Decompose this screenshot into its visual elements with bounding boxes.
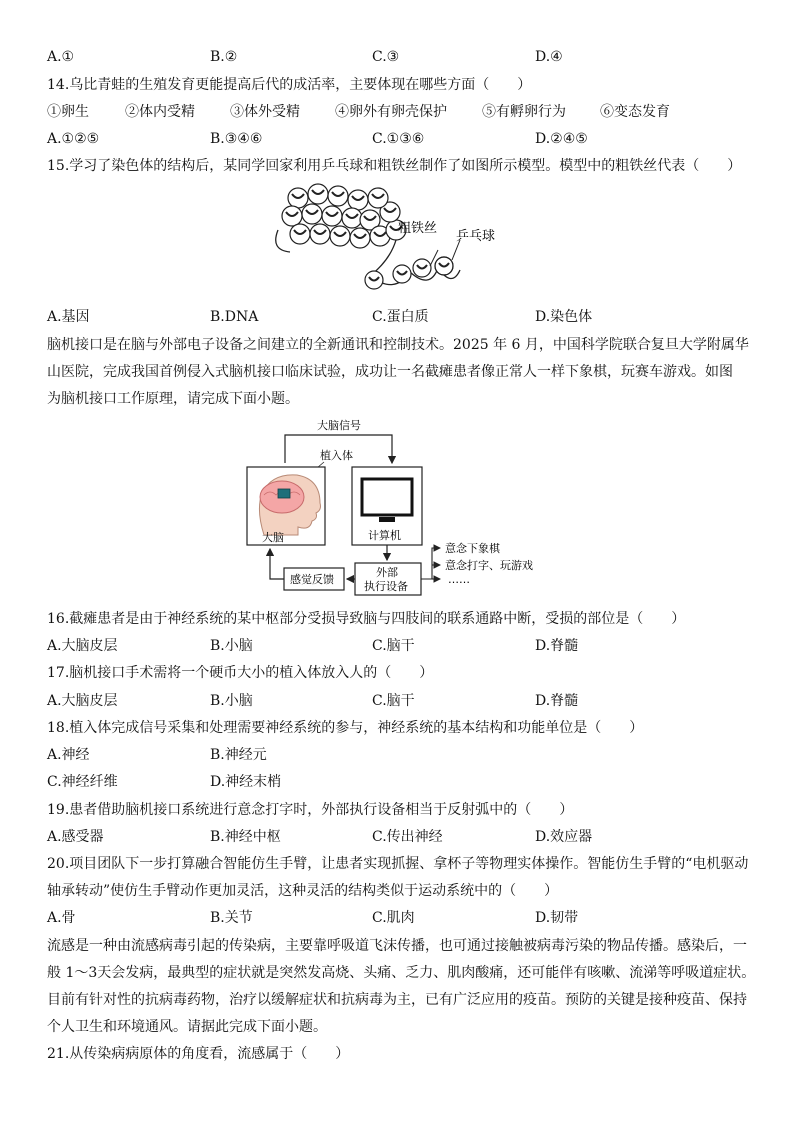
q14-option-c: C.①③⑥ <box>372 131 425 147</box>
passage-bci-line-1: 脑机接口是在脑与外部电子设备之间建立的全新通讯和控制技术。2025 年 6 月，中国科学院联合复旦大学附属华 <box>47 337 749 353</box>
q20-stem-line-2: 轴承转动”使仿生手臂动作更加灵活，这种灵活的结构类似于运动系统中的（ ） <box>47 883 559 899</box>
label-implant: 植入体 <box>320 449 353 462</box>
label-thick-iron-wire: 粗铁丝 <box>398 221 438 236</box>
label-output-more: …… <box>448 573 470 586</box>
q18-option-d: D.神经末梢 <box>210 774 282 790</box>
passage-bci-line-2: 山医院，完成我国首例侵入式脑机接口临床试验，成功让一名截瘫患者像正常人一样下象棋，玩赛车游戏。如图 <box>47 364 733 380</box>
q14-option-d: D.②④⑤ <box>535 131 588 147</box>
passage-flu-line-1: 流感是一种由流感病毒引起的传染病，主要靠呼吸道飞沫传播，也可通过接触被病毒污染的物品传播。感染后，一 <box>47 938 747 954</box>
q15-option-b: B.DNA <box>210 309 259 325</box>
label-sensory-feedback: 感觉反馈 <box>290 573 334 586</box>
q16-option-a: A.大脑皮层 <box>47 638 118 654</box>
q17-option-d: D.脊髓 <box>535 693 579 709</box>
q14-item-3: ③体外受精 <box>230 104 300 120</box>
q17-option-a: A.大脑皮层 <box>47 693 118 709</box>
q14-item-2: ②体内受精 <box>125 104 195 120</box>
q21-stem: 21.从传染病病原体的角度看，流感属于（ ） <box>47 1046 350 1062</box>
chromosome-model-figure <box>270 180 520 300</box>
q16-option-b: B.小脑 <box>210 638 253 654</box>
q14-item-4: ④卵外有卵壳保护 <box>335 104 447 120</box>
q14-stem: 14.乌比青蛙的生殖发育更能提高后代的成活率，主要体现在哪些方面（ ） <box>47 77 532 93</box>
label-brain: 大脑 <box>262 531 284 544</box>
q14-option-b: B.③④⑥ <box>210 131 263 147</box>
q15-option-a: A.基因 <box>47 309 90 325</box>
tail-balls <box>365 257 453 289</box>
passage-flu-line-4: 个人卫生和环境通风。请据此完成下面小题。 <box>47 1019 327 1035</box>
q17-option-b: B.小脑 <box>210 693 253 709</box>
q19-option-c: C.传出神经 <box>372 829 443 845</box>
q18-option-b: B.神经元 <box>210 747 267 763</box>
label-device-line1: 外部 <box>376 566 398 579</box>
q17-stem: 17.脑机接口手术需将一个硬币大小的植入体放入人的（ ） <box>47 665 434 681</box>
label-output-typing: 意念打字、玩游戏 <box>445 559 533 572</box>
q20-option-d: D.韧带 <box>535 910 579 926</box>
q16-stem: 16.截瘫患者是由于神经系统的某中枢部分受损导致脑与四肢间的联系通路中断，受损的部位是（ ） <box>47 611 686 627</box>
bci-principle-diagram <box>242 415 562 600</box>
q15-option-c: C.蛋白质 <box>372 309 429 325</box>
passage-flu-line-3: 目前有针对性的抗病毒药物，治疗以缓解症状和抗病毒为主，已有广泛应用的疫苗。预防的关键是接种疫苗、保持 <box>47 992 747 1008</box>
q19-option-a: A.感受器 <box>47 829 104 845</box>
q14-item-6: ⑥变态发育 <box>600 104 670 120</box>
label-device-line2: 执行设备 <box>364 580 408 593</box>
q20-option-c: C.肌肉 <box>372 910 415 926</box>
q13-option-d: D.④ <box>535 49 563 65</box>
label-brain-signal: 大脑信号 <box>317 419 361 432</box>
q20-option-b: B.关节 <box>210 910 253 926</box>
implant-chip-icon <box>278 489 290 498</box>
ping-pong-ball-cluster <box>282 184 406 248</box>
q18-stem: 18.植入体完成信号采集和处理需要神经系统的参与，神经系统的基本结构和功能单位是（ ） <box>47 720 644 736</box>
q18-option-c: C.神经纤维 <box>47 774 118 790</box>
label-computer: 计算机 <box>368 529 401 542</box>
label-ping-pong-ball: 乒乓球 <box>456 229 496 244</box>
q19-option-d: D.效应器 <box>535 829 593 845</box>
label-output-chess: 意念下象棋 <box>445 542 500 555</box>
q19-stem: 19.患者借助脑机接口系统进行意念打字时，外部执行设备相当于反射弧中的（ ） <box>47 802 574 818</box>
q13-option-a: A.① <box>47 49 75 65</box>
q19-option-b: B.神经中枢 <box>210 829 281 845</box>
q20-option-a: A.骨 <box>47 910 76 926</box>
q15-stem: 15.学习了染色体的结构后，某同学回家利用乒乓球和粗铁丝制作了如图所示模型。模型中的粗铁丝代表（ ） <box>47 158 742 174</box>
monitor-icon <box>362 479 412 515</box>
q13-option-c: C.③ <box>372 49 400 65</box>
q14-item-5: ⑤有孵卵行为 <box>482 104 566 120</box>
q18-option-a: A.神经 <box>47 747 90 763</box>
q16-option-d: D.脊髓 <box>535 638 579 654</box>
q20-stem-line-1: 20.项目团队下一步打算融合智能仿生手臂，让患者实现抓握、拿杯子等物理实体操作。智能仿生手臂的“电机驱动 <box>47 856 749 872</box>
q14-option-a: A.①②⑤ <box>47 131 100 147</box>
q17-option-c: C.脑干 <box>372 693 415 709</box>
q15-option-d: D.染色体 <box>535 309 593 325</box>
q16-option-c: C.脑干 <box>372 638 415 654</box>
passage-flu-line-2: 般 1～3天会发病，最典型的症状就是突然发高烧、头痛、乏力、肌肉酸痛，还可能伴有咳嗽、流涕等呼吸道症状。 <box>47 965 756 981</box>
q13-option-b: B.② <box>210 49 238 65</box>
passage-bci-line-3: 为脑机接口工作原理，请完成下面小题。 <box>47 391 299 407</box>
q14-item-1: ①卵生 <box>47 104 89 120</box>
